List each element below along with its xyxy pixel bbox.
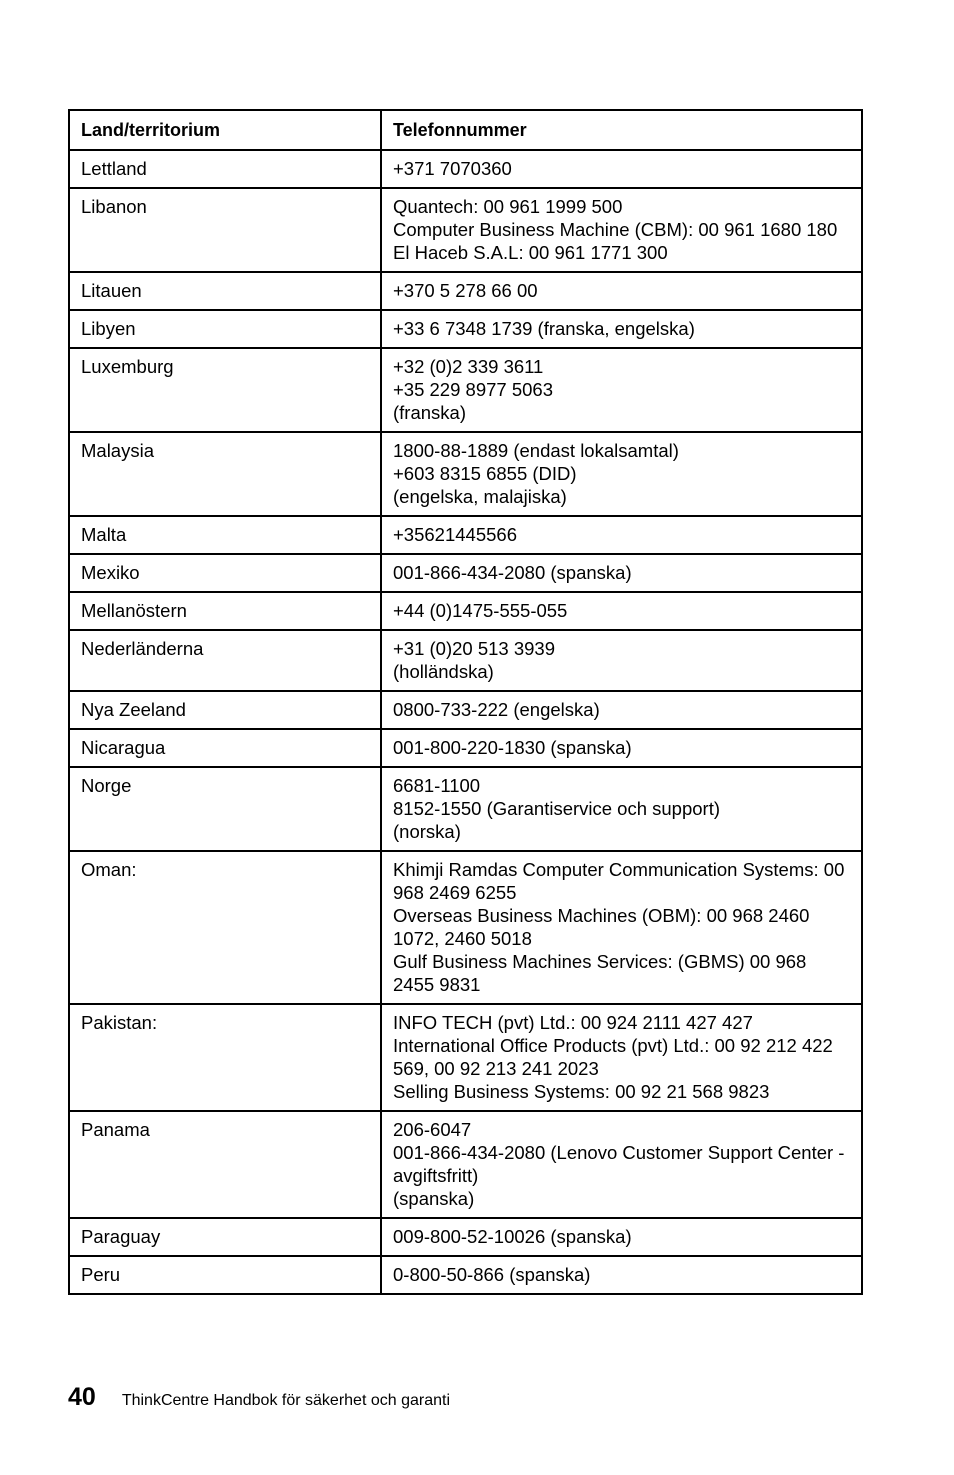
phone-line: 0-800-50-866 (spanska) <box>393 1264 591 1285</box>
phone-line: +33 6 7348 1739 (franska, engelska) <box>393 318 695 339</box>
country-cell: Malta <box>69 516 381 554</box>
table-row <box>69 348 862 432</box>
table-row <box>69 310 862 348</box>
phone-line: +35621445566 <box>393 524 517 545</box>
country-cell: Panama <box>69 1111 381 1218</box>
phone-line: 6681-1100 <box>393 775 481 796</box>
phone-cell <box>381 432 862 516</box>
phone-cell <box>381 592 862 630</box>
country-cell: Malaysia <box>69 432 381 516</box>
country-cell: Peru <box>69 1256 381 1294</box>
country-cell: Litauen <box>69 272 381 310</box>
phone-cell <box>381 1004 862 1111</box>
column-header-phone: Telefonnummer <box>381 110 862 150</box>
phone-line: 009-800-52-10026 (spanska) <box>393 1226 632 1247</box>
phone-cell <box>381 150 862 188</box>
phone-cell <box>381 630 862 691</box>
phone-line: +44 (0)1475-555-055 <box>393 600 568 621</box>
page-footer <box>68 1383 450 1413</box>
country-cell: Pakistan: <box>69 1004 381 1111</box>
phone-line: El Haceb S.A.L: 00 961 1771 300 <box>393 242 668 263</box>
country-cell: Nederländerna <box>69 630 381 691</box>
table-row <box>69 1256 862 1294</box>
table-row <box>69 691 862 729</box>
country-cell: Luxemburg <box>69 348 381 432</box>
country-cell: Libyen <box>69 310 381 348</box>
phone-cell <box>381 1218 862 1256</box>
phone-line: 0800-733-222 (engelska) <box>393 699 600 720</box>
column-header-country: Land/territorium <box>69 110 381 150</box>
country-cell: Nicaragua <box>69 729 381 767</box>
phone-line: 8152-1550 (Garantiservice och support) <box>393 798 721 819</box>
phone-line: Khimji Ramdas Computer Communication Systems: 00 968 2469 6255 <box>393 859 845 903</box>
table-header-row <box>69 110 862 150</box>
phone-line: +370 5 278 66 00 <box>393 280 538 301</box>
country-cell: Norge <box>69 767 381 851</box>
phone-line: (spanska) <box>393 1188 475 1209</box>
country-cell: Lettland <box>69 150 381 188</box>
phone-cell <box>381 729 862 767</box>
phone-line: (holländska) <box>393 661 494 682</box>
phone-line: 001-800-220-1830 (spanska) <box>393 737 632 758</box>
table-row <box>69 554 862 592</box>
table-row <box>69 1218 862 1256</box>
phone-line: Selling Business Systems: 00 92 21 568 9823 <box>393 1081 770 1102</box>
document-title: ThinkCentre Handbok för säkerhet och garanti <box>121 1392 450 1409</box>
table-row <box>69 630 862 691</box>
phone-line: International Office Products (pvt) Ltd.: 00 92 212 422 569, 00 92 213 241 2023 <box>393 1035 833 1079</box>
table-row <box>69 592 862 630</box>
phone-cell <box>381 310 862 348</box>
phone-cell <box>381 1111 862 1218</box>
country-cell: Libanon <box>69 188 381 272</box>
country-cell: Paraguay <box>69 1218 381 1256</box>
table-row <box>69 432 862 516</box>
country-cell: Oman: <box>69 851 381 1004</box>
phone-line: +603 8315 6855 (DID) <box>393 463 577 484</box>
country-cell: Nya Zeeland <box>69 691 381 729</box>
table-row <box>69 851 862 1004</box>
phone-cell <box>381 691 862 729</box>
table-row <box>69 516 862 554</box>
table-row <box>69 729 862 767</box>
phone-line: +35 229 8977 5063 <box>393 379 553 400</box>
phone-line: 001-866-434-2080 (Lenovo Customer Support Center - avgiftsfritt) <box>393 1142 845 1186</box>
table-row <box>69 188 862 272</box>
page-number: 40 <box>68 1383 96 1411</box>
phone-line: Computer Business Machine (CBM): 00 961 1680 180 <box>393 219 838 240</box>
phone-line: Gulf Business Machines Services: (GBMS) 00 968 2455 9831 <box>393 951 807 995</box>
table-row <box>69 767 862 851</box>
phone-cell <box>381 1256 862 1294</box>
phone-line: +371 7070360 <box>393 158 512 179</box>
table-row <box>69 272 862 310</box>
phone-cell <box>381 516 862 554</box>
phone-line: +32 (0)2 339 3611 <box>393 356 544 377</box>
phone-line: (norska) <box>393 821 461 842</box>
phone-line: Overseas Business Machines (OBM): 00 968 2460 1072, 2460 5018 <box>393 905 810 949</box>
phone-line: (engelska, malajiska) <box>393 486 567 507</box>
phone-cell <box>381 767 862 851</box>
phone-line: INFO TECH (pvt) Ltd.: 00 924 2111 427 427 <box>393 1012 753 1033</box>
phone-line: +31 (0)20 513 3939 <box>393 638 556 659</box>
phone-cell <box>381 554 862 592</box>
country-cell: Mellanöstern <box>69 592 381 630</box>
phone-line: Quantech: 00 961 1999 500 <box>393 196 623 217</box>
table-body <box>69 150 862 1294</box>
country-cell: Mexiko <box>69 554 381 592</box>
table-row <box>69 1004 862 1111</box>
phone-line: (franska) <box>393 402 466 423</box>
phone-line: 206-6047 <box>393 1119 472 1140</box>
support-phone-table <box>68 109 863 1295</box>
phone-line: 1800-88-1889 (endast lokalsamtal) <box>393 440 679 461</box>
phone-line: 001-866-434-2080 (spanska) <box>393 562 632 583</box>
table-row <box>69 1111 862 1218</box>
phone-cell <box>381 188 862 272</box>
phone-cell <box>381 348 862 432</box>
phone-cell <box>381 851 862 1004</box>
table-row <box>69 150 862 188</box>
phone-cell <box>381 272 862 310</box>
